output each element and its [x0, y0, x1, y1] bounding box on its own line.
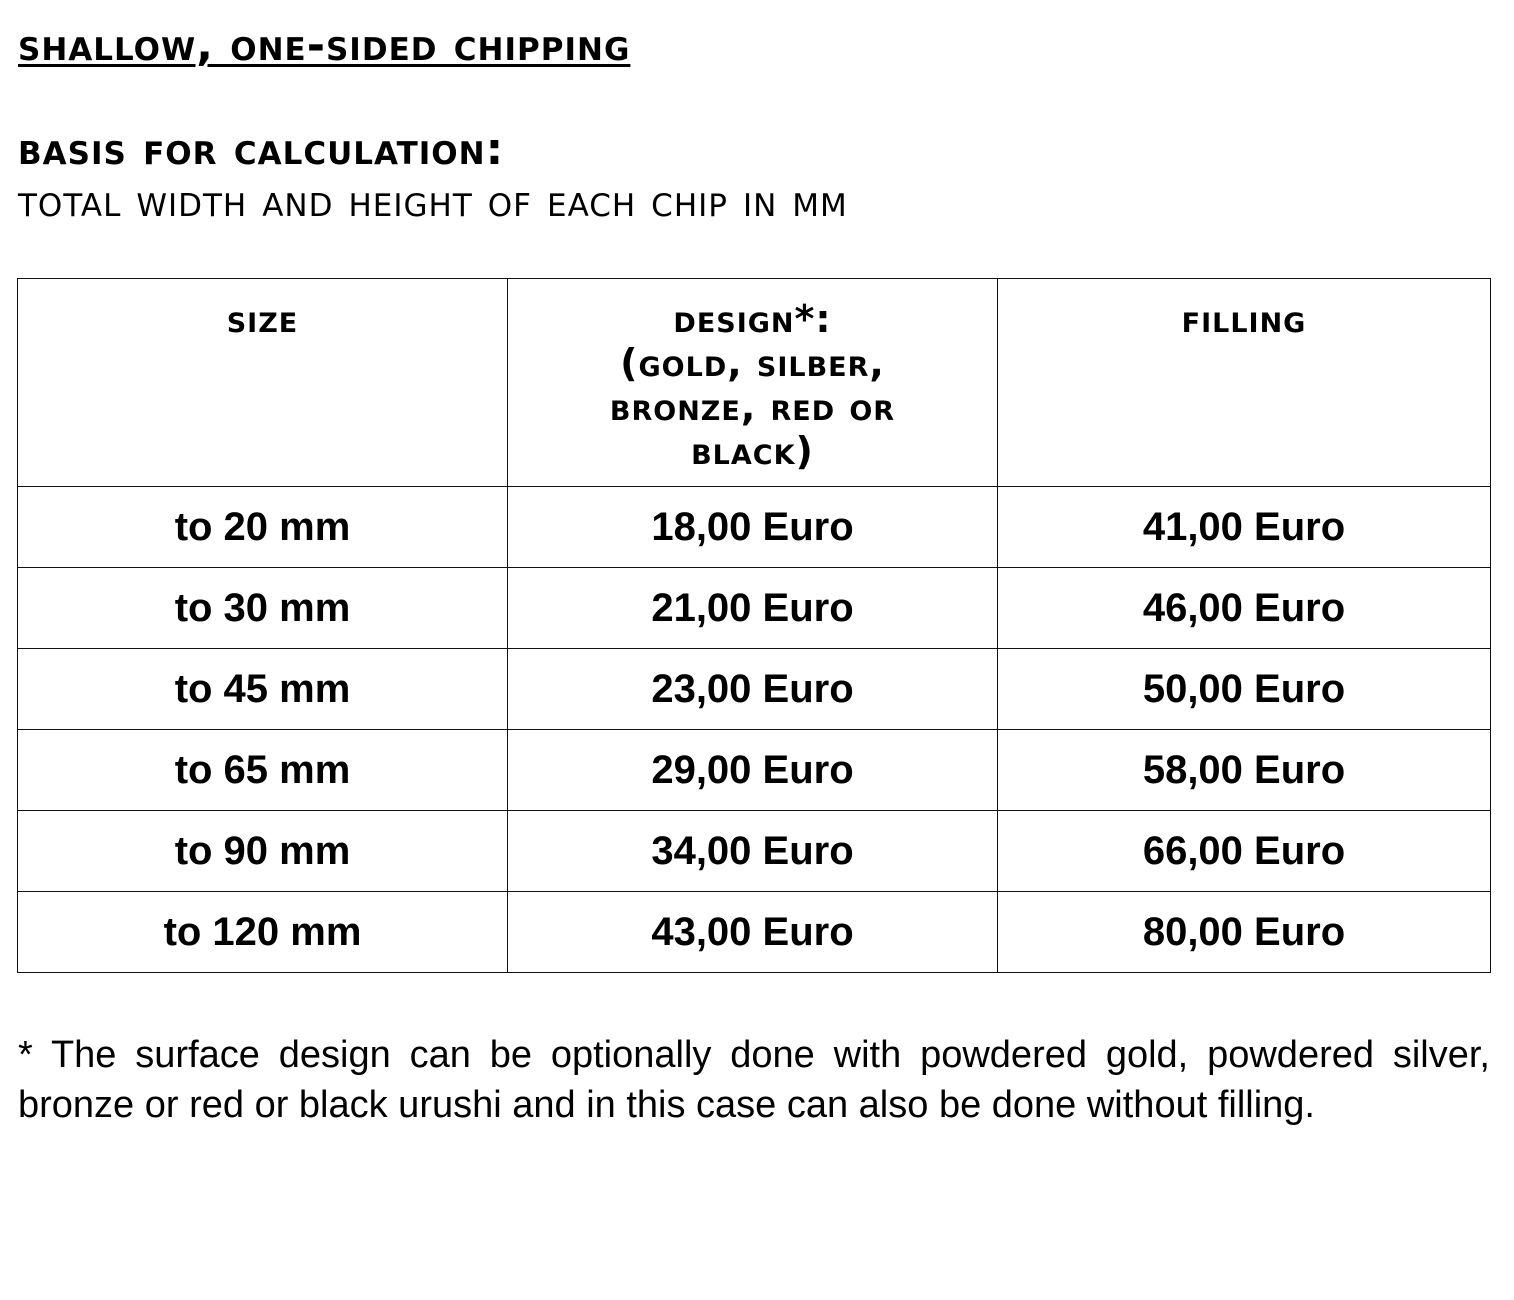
header-design: [508, 279, 998, 487]
header-design-line-1: design*:: [673, 297, 832, 341]
header-size-label: size: [226, 297, 299, 341]
page-title: shallow, one-sided chipping: [18, 20, 631, 71]
header-filling: [998, 279, 1491, 487]
table-row: [18, 811, 1491, 892]
cell-size: to 45 mm: [18, 649, 508, 730]
header-design-line-2: (gold, silber,: [620, 341, 885, 385]
table-row: [18, 487, 1491, 568]
cell-filling-price: 58,00 Euro: [998, 730, 1491, 811]
cell-design-price: 21,00 Euro: [508, 568, 998, 649]
header-filling-label: filling: [1181, 297, 1307, 341]
table-header-row: [18, 279, 1491, 487]
cell-design-price: 18,00 Euro: [508, 487, 998, 568]
cell-size: to 120 mm: [18, 892, 508, 973]
cell-size: to 65 mm: [18, 730, 508, 811]
cell-design-price: 34,00 Euro: [508, 811, 998, 892]
header-design-line-4: black): [691, 429, 814, 473]
cell-filling-price: 66,00 Euro: [998, 811, 1491, 892]
cell-design-price: 43,00 Euro: [508, 892, 998, 973]
cell-design-price: 23,00 Euro: [508, 649, 998, 730]
table-row: [18, 730, 1491, 811]
table-row: [18, 568, 1491, 649]
cell-size: to 30 mm: [18, 568, 508, 649]
footnote: * The surface design can be optionally done with powdered gold, powdered silver, bronze or red or black urushi and in this case can also be done without filling.: [18, 1034, 1490, 1126]
basis-heading: basis for calculation:: [18, 124, 505, 175]
table-row: [18, 649, 1491, 730]
cell-filling-price: 50,00 Euro: [998, 649, 1491, 730]
cell-design-price: 29,00 Euro: [508, 730, 998, 811]
price-table: [17, 278, 1491, 973]
cell-filling-price: 41,00 Euro: [998, 487, 1491, 568]
cell-size: to 90 mm: [18, 811, 508, 892]
header-design-line-3: bronze, red or: [609, 385, 896, 429]
header-size: [18, 279, 508, 487]
cell-filling-price: 80,00 Euro: [998, 892, 1491, 973]
table-row: [18, 892, 1491, 973]
basis-description: total width and height of each chip in mm: [18, 176, 848, 227]
cell-size: to 20 mm: [18, 487, 508, 568]
cell-filling-price: 46,00 Euro: [998, 568, 1491, 649]
